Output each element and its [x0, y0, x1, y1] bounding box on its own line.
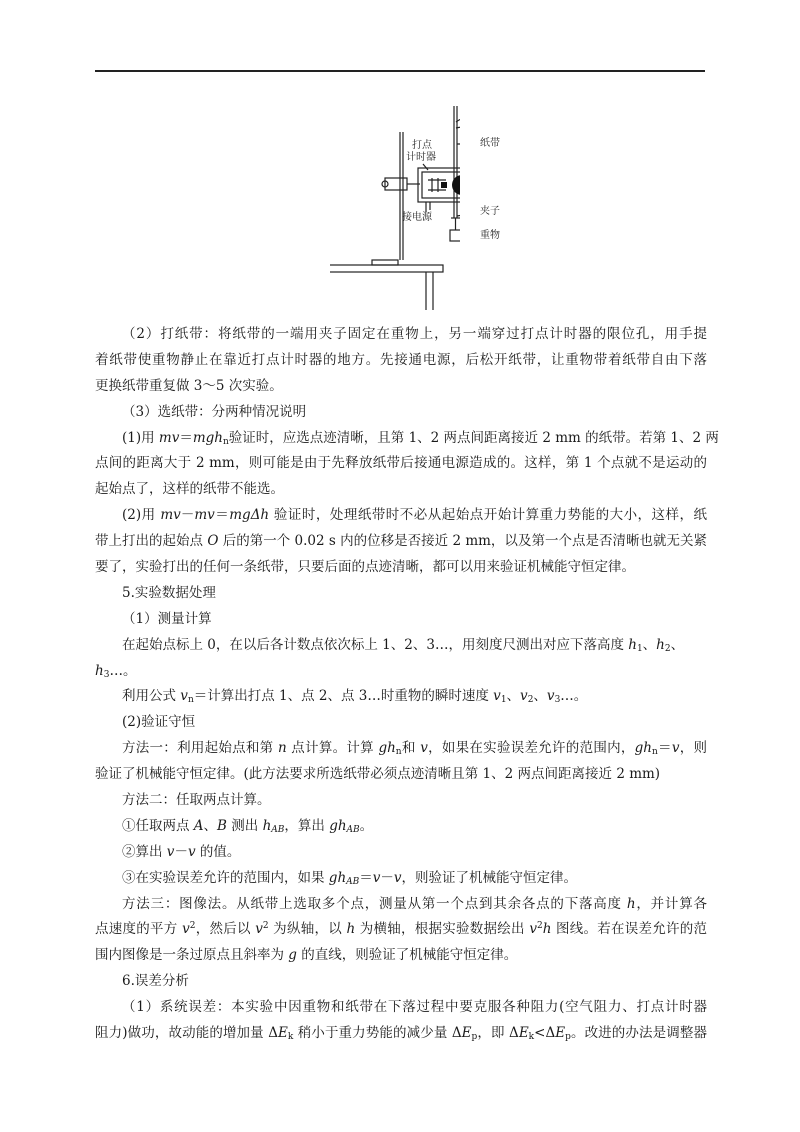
para-method3-line3: 围内图像是一条过原点且斜率为 g 的直线，则验证了机械能守恒定律。: [95, 947, 518, 964]
para-case2-line1: (2)用 mv－mv＝mgΔh 验证时，处理纸带时不必从起始点开始计算重力势能的大小，这样，纸: [122, 507, 708, 524]
label-tape: 纸带: [480, 138, 500, 149]
para-case1-line2: 点间的距离大于 2 mm，则可能是由于先释放纸带后接通电源造成的。这样，第 1 个点就不是运动的: [95, 455, 707, 472]
para-measure-line1: 在起始点标上 0，在以后各计数点依次标上 1、2、3…，用刻度尺测出对应下落高度 $h_1$、$h_2$、: [122, 636, 685, 654]
apparatus-figure: [330, 100, 500, 315]
para-method3-line1: 方法三：图像法。从纸带上选取多个点，测量从第一个点到其余各点的下落高度 h，并计算各: [122, 895, 707, 912]
para-step1: ①任取两点 A、B 测出 $h_{AB}$，算出 $gh_{AB}$。: [122, 817, 374, 835]
document-body: [95, 322, 719, 1047]
label-clip: 夹子: [480, 206, 500, 217]
apparatus-drawing: [330, 100, 460, 315]
para-case1-line3: 起始点了，这样的纸带不能选。: [95, 481, 284, 498]
para-error-line1: （1）系统误差：本实验中因重物和纸带在下落过程中要克服各种阻力(空气阻力、打点计时器: [122, 999, 707, 1016]
para-print-tape-line1: （2）打纸带：将纸带的一端用夹子固定在重物上，另一端穿过打点计时器的限位孔，用手提: [122, 326, 707, 342]
para-method1-line2: 验证了机械能守恒定律。(此方法要求所选纸带必须点迹清晰且第 1、2 两点间距离接近 2 mm): [95, 766, 661, 783]
para-case1-line1: (1)用 mv＝mgh$_n$验证时，应选点迹清晰，且第 1、2 两点间距离接近 2 mm 的纸带。若第 1、2 两: [122, 429, 719, 447]
para-measure-line2: $h_3\dots$。: [95, 662, 137, 680]
section-6-heading: 6.误差分析: [122, 973, 189, 990]
label-timer-line2: 计时器: [406, 152, 436, 163]
para-method2: 方法二：任取两点计算。: [122, 792, 271, 809]
para-select-tape: （3）选纸带：分两种情况说明: [122, 403, 307, 420]
para-step2: ②算出 v－v 的值。: [122, 843, 241, 860]
para-case2-line2: 带上打出的起始点 O 后的第一个 0.02 s 内的位移是否接近 2 mm，以及第一个点是否清晰也就无关紧: [95, 533, 707, 550]
para-print-tape-line2: 着纸带使重物静止在靠近打点计时器的地方。先接通电源，后松开纸带，让重物带着纸带自由下落: [95, 351, 707, 368]
label-weight: 重物: [480, 230, 500, 241]
para-case2-line3: 要了，实验打出的任何一条纸带，只要后面的点迹清晰，都可以用来验证机械能守恒定律。: [95, 559, 635, 576]
para-method1-line1: 方法一：利用起始点和第 n 点计算。计算 $gh_n$和 v，如果在实验误差允许的范围内，$gh_n=v$，则: [122, 740, 708, 758]
label-power: 接电源: [402, 212, 432, 223]
section-5-heading: 5.实验数据处理: [122, 584, 216, 601]
para-error-line2: 阻力)做功，故动能的增加量 $\Delta E_k$ 稍小于重力势能的减少量 $\Delta E_p$，即 $\Delta E_k<\Delta E_p$。改进的办法是调整器: [95, 1025, 708, 1043]
label-timer-line1: 打点: [412, 140, 432, 151]
section-5-1-heading: （1）测量计算: [122, 610, 212, 627]
para-print-tape-line3: 更换纸带重复做 3～5 次实验。: [95, 377, 283, 394]
para-method3-line2: 点速度的平方 $v^2$，然后以 $v^2$ 为纵轴，以 h 为横轴，根据实验数据绘出 $v^2h$ 图线。若在误差允许的范: [95, 921, 707, 938]
para-step3: ③在实验误差允许的范围内，如果 $gh_{AB}=v-v$，则验证了机械能守恒定律。: [122, 869, 578, 887]
header-rule: [95, 70, 705, 72]
para-velocity: 利用公式 $v_n=$计算出打点 1、点 2、点 3…时重物的瞬时速度 $v_1$、$v_2$、$v_3\dots$。: [122, 688, 588, 706]
section-5-2-heading: (2)验证守恒: [122, 714, 196, 731]
